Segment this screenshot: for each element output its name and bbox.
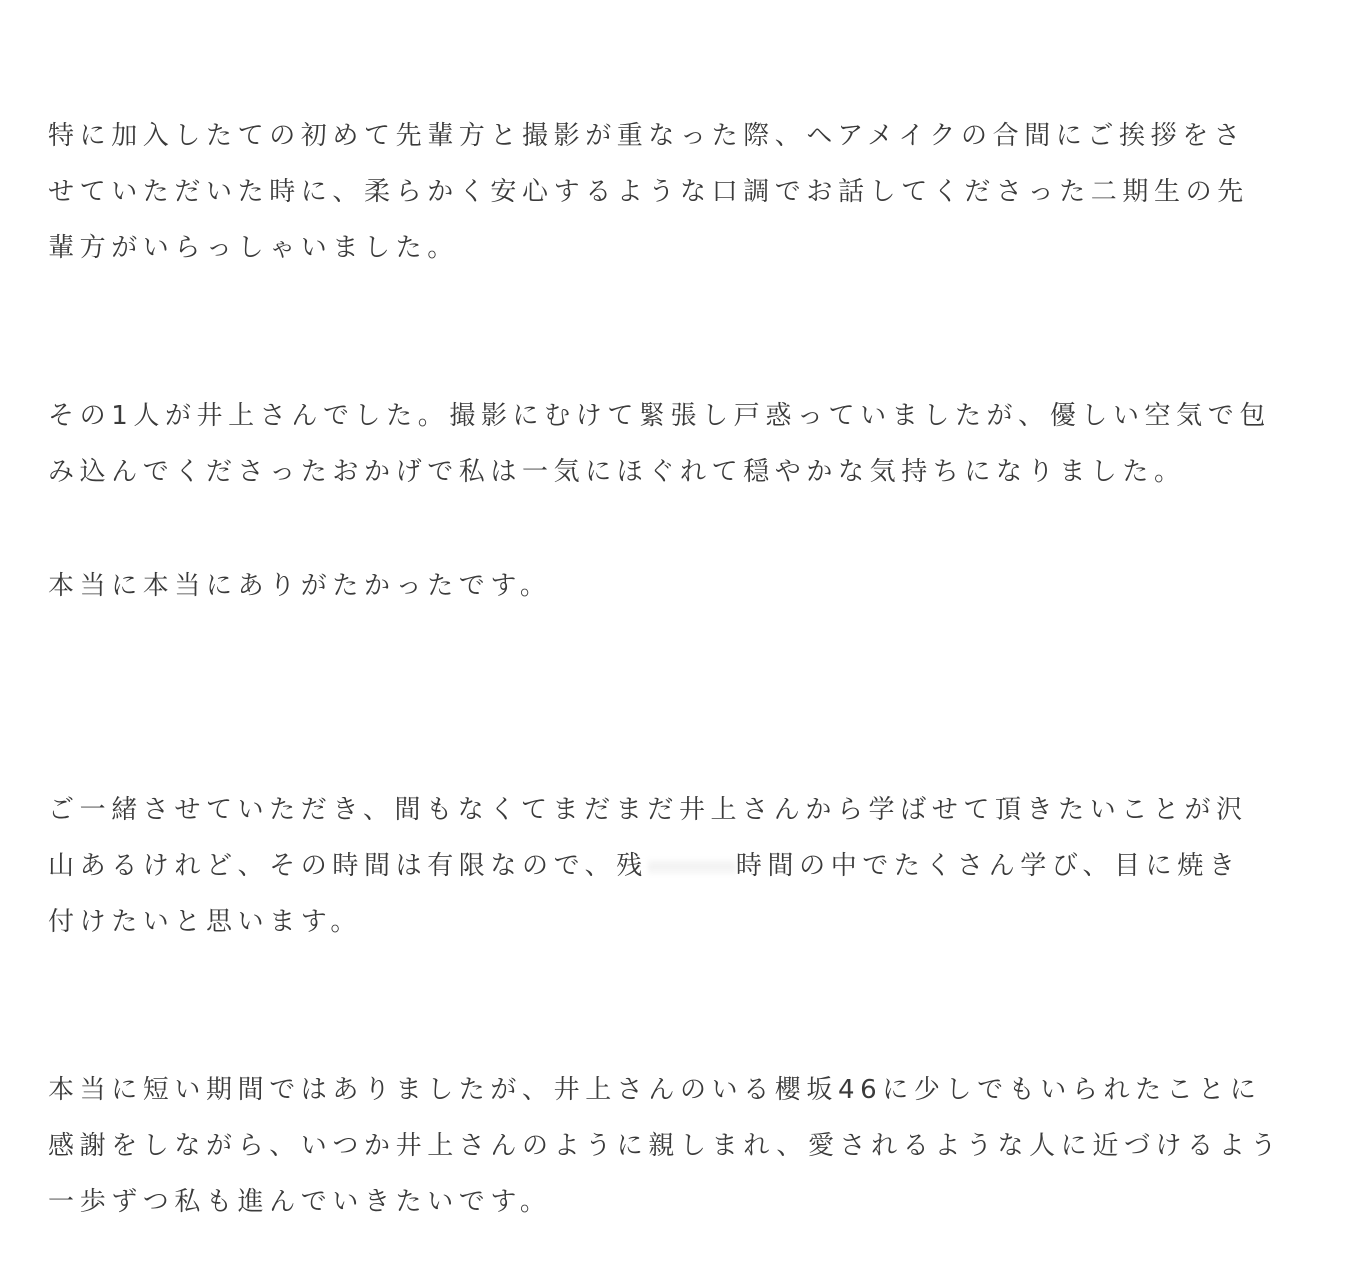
paragraph-4 — [48, 782, 1268, 950]
text-segment: 時間の中でたくさん学び、目に焼き — [735, 851, 1241, 881]
paragraph-2 — [48, 388, 1271, 500]
paragraph-line: ご一緒させていただき、間もなくてまだまだ井上さんから学ばせて頂きたいことが沢 — [48, 795, 1248, 825]
blurred-text-region — [648, 857, 736, 877]
paragraph-line: 輩方がいらっしゃいました。 — [48, 233, 459, 263]
text-segment: 山あるけれど、その時間は有限なので、残 — [48, 851, 648, 881]
paragraph-spacer — [48, 500, 1268, 558]
paragraph-3 — [48, 558, 1268, 614]
paragraph-line: 感謝をしながら、いつか井上さんのように親しまれ、愛されるような人に近づけるよう — [48, 1131, 1282, 1161]
paragraph-line: せていただいた時に、柔らかく安心するような口調でお話してくださった二期生の先 — [48, 177, 1249, 207]
paragraph-line: その1人が井上さんでした。撮影にむけて緊張し戸惑っていましたが、優しい空気で包 — [48, 401, 1271, 431]
paragraph-line: 一歩ずつ私も進んでいきたいです。 — [48, 1187, 552, 1217]
paragraph-spacer — [48, 614, 1268, 782]
paragraph-spacer — [48, 950, 1268, 1062]
paragraph-line: 付けたいと思います。 — [48, 907, 362, 937]
paragraph-1 — [48, 108, 1268, 276]
article-body — [48, 108, 1282, 1230]
paragraph-line: 特に加入したての初めて先輩方と撮影が重なった際、ヘアメイクの合間にご挨拶をさ — [48, 121, 1246, 151]
paragraph-line: 本当に短い期間ではありましたが、井上さんのいる櫻坂46に少しでもいられたことに — [48, 1075, 1262, 1105]
paragraph-line-with-blur — [48, 838, 1268, 894]
paragraph-5 — [48, 1062, 1282, 1230]
paragraph-line: 本当に本当にありがたかったです。 — [48, 571, 552, 601]
paragraph-line: み込んでくださったおかげで私は一気にほぐれて穏やかな気持ちになりました。 — [48, 457, 1186, 487]
paragraph-spacer — [48, 276, 1268, 388]
